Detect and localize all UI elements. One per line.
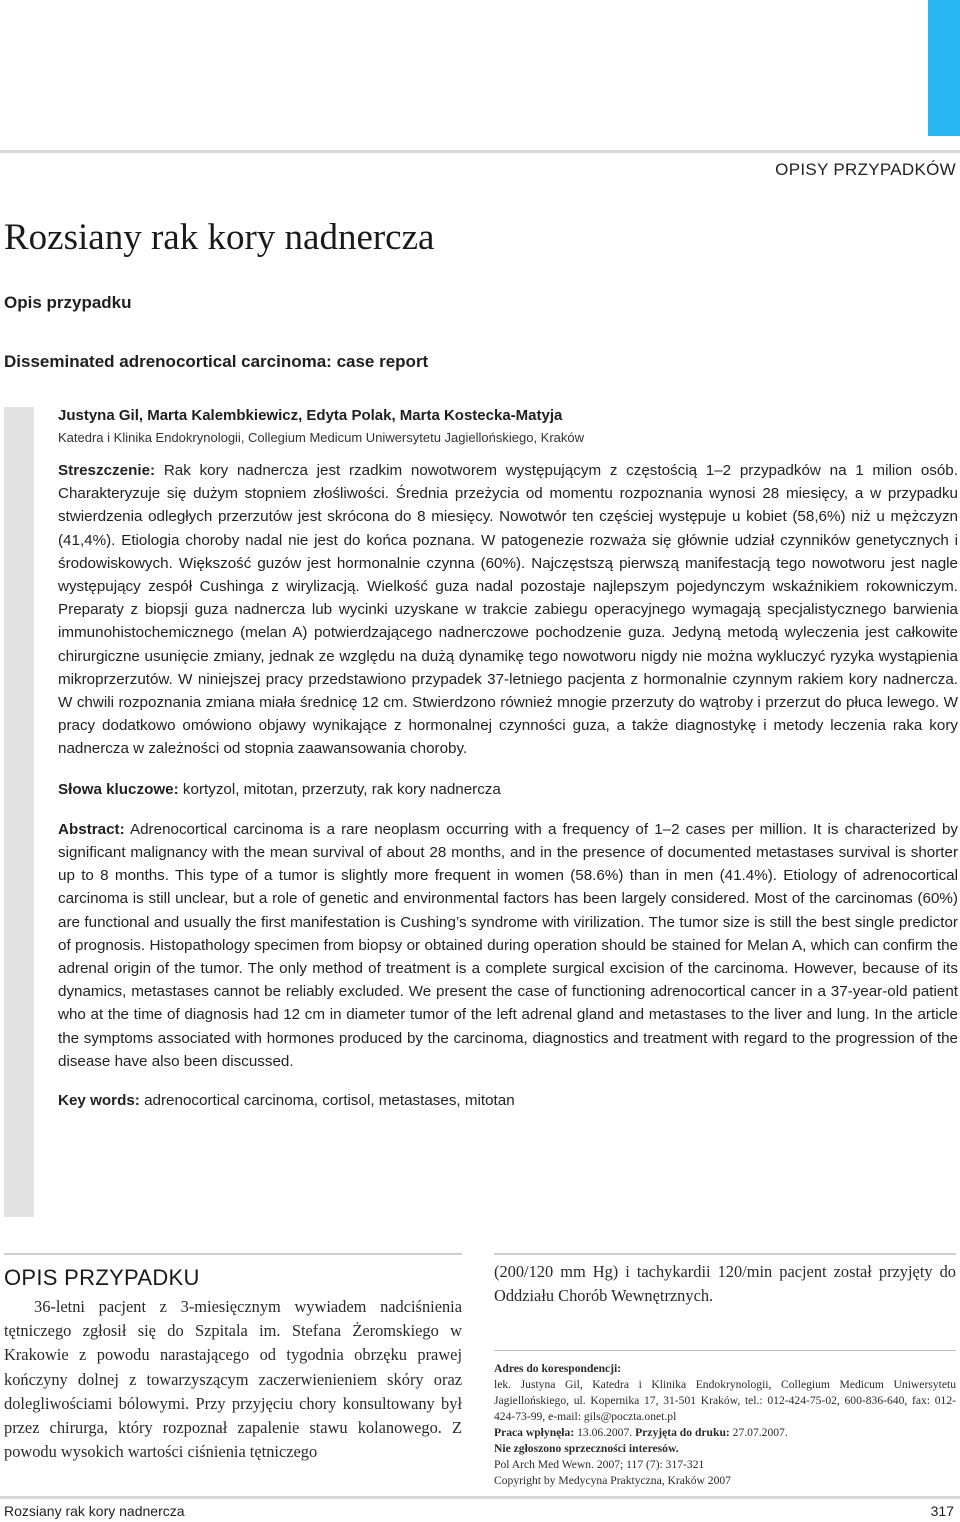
slowa-kluczowe-label: Słowa kluczowe: xyxy=(58,780,179,798)
citation: Pol Arch Med Wewn. 2007; 117 (7): 317-321 xyxy=(494,1458,705,1472)
key-words-label: Key words: xyxy=(58,1092,140,1110)
article-title: Rozsiany rak kory nadnercza xyxy=(4,217,435,258)
case-column-rule-left xyxy=(4,1253,462,1255)
accepted-date: 27.07.2007. xyxy=(732,1426,788,1440)
footer-rule xyxy=(0,1496,960,1499)
case-right-column xyxy=(494,1260,956,1489)
authors: Justyna Gil, Marta Kalembkiewicz, Edyta Polak, Marta Kostecka-Matyja xyxy=(58,407,563,424)
correspondence-heading: Adres do korespondencji: xyxy=(494,1362,622,1376)
correspondence-address: lek. Justyna Gil, Katedra i Klinika Endokrynologii, Collegium Medicum Uniwersytetu Jagiellońskiego, ul. Kopernika 17, 31-501 Kraków, tel.: 012-424-75-02, 600-836-640, fax: 012-424-73-99, e-mail: gils@poczta.onet.pl xyxy=(494,1378,956,1424)
slowa-kluczowe-text: kortyzol, mitotan, przerzuty, rak kory nadnercza xyxy=(182,780,501,798)
case-left-column xyxy=(4,1265,462,1464)
accent-bar xyxy=(928,0,960,136)
correspondence-rule xyxy=(494,1350,956,1351)
affiliation: Katedra i Klinika Endokrynologii, Collegium Medicum Uniwersytetu Jagiellońskiego, Kraków xyxy=(58,430,585,445)
case-heading: OPIS PRZYPADKU xyxy=(4,1265,200,1290)
abstract-text: Adrenocortical carcinoma is a rare neoplasm occurring with a frequency of 1–2 cases per million. It is characterized by significant malignancy with the mean survival of about 28 months, and in the presence of documented metastases survival is shorter up to 8 months. This type of a tumor is slightly more frequent in women (58.6%) than in men (41.4%). Etiology of adrenocortical carcinoma is still unclear, but a role of genetic and environmental factors has been largely considered. Most of the carcinomas (60%) are functional and usually the first manifestation is Cushing’s syndrome with virilization. The tumor size is still the best single predictor of prognosis. Histopathology specimen from biopsy or obtained during operation should be stained for Melan A, which can confirm the adrenal origin of the tumor. The only method of treatment is a complete surgical excision of the carcinoma. However, because of its dynamics, metastases cannot be reliably excluded. We present the case of functioning adrenocortical cancer in a 37-year-old patient who at the time of diagnosis had 12 cm in diameter tumor of the left adrenal gland and metastases to the liver and lung. In the article the symptoms associated with hormones produced by the carcinoma, diagnostics and treatment with regard to the progression of the disease have also been discussed. xyxy=(58,820,958,1070)
slowa-kluczowe-paragraph xyxy=(58,778,958,801)
received-date: 13.06.2007. xyxy=(577,1426,633,1440)
received-label: Praca wpłynęła: xyxy=(494,1426,575,1440)
copyright: Copyright by Medycyna Praktyczna, Kraków 2007 xyxy=(494,1474,731,1488)
accepted-label: Przyjęta do druku: xyxy=(635,1426,730,1440)
key-words-paragraph xyxy=(58,1089,958,1112)
article-subtitle-pl: Opis przypadku xyxy=(4,293,132,312)
abstract-box xyxy=(58,406,958,1112)
streszczenie-paragraph xyxy=(58,459,958,761)
case-column-rule-right xyxy=(494,1253,956,1255)
abstract-side-bar xyxy=(4,407,34,1217)
case-right-text: (200/120 mm Hg) i tachykardii 120/min pacjent został przyjęty do Oddziału Chorób Wewnętrznych. xyxy=(494,1262,956,1306)
key-words-text: adrenocortical carcinoma, cortisol, metastases, mitotan xyxy=(144,1092,515,1110)
streszczenie-label: Streszczenie: xyxy=(58,462,156,479)
footer-page-number: 317 xyxy=(930,1503,954,1519)
streszczenie-text: Rak kory nadnercza jest rzadkim nowotworem występującym z częstością 1–2 przypadków na 1 milion osób. Charakteryzuje się dużym stopniem złośliwości. Średnia przeżycia od momentu rozpoznania wynosi 28 miesięcy, a w przypadku stwierdzenia odległych przerzutów jest skrócona do 8 miesięcy. Nowotwór ten częściej występuje u kobiet (58,6%) niż u mężczyzn (41,4%). Etiologia choroby nadal nie jest do końca poznana. W patogenezie rozważa się głównie udział czynników genetycznych i środowiskowych. Większość guzów jest hormonalnie czynna (60%). Najczęstszą pierwszą manifestacją tego nowotworu jest nagle występujący zespół Cushinga z wirylizacją. Wielkość guza nadal pozostaje najlepszym pojedynczym wskaźnikiem rokowniczym. Preparaty z biopsji guza nadnercza lub wycinki uzyskane w trakcie zabiegu operacyjnego wymagają specjalistycznego barwienia immunohistochemicznego (melan A) potwierdzającego nadnerczowe pochodzenie guza. Jedyną metodą wyleczenia jest całkowite chirurgiczne usunięcie zmiany, jednak ze względu na dużą dynamikę tego nowotworu nigdy nie można wykluczyć ryzyka wystąpienia mikroprzerzutów. W niniejszej pracy przedstawiono przypadek 37-letniego pacjenta z hormonalnie czynnym rakiem kory nadnercza. W chwili rozpoznania zmiana miała średnicę 12 cm. Stwierdzono również mnogie przerzuty do wątroby i przerzut do płuca lewego. W pracy dodatkowo omówiono objawy wynikające z hormonalnej czynności guza, a także diagnostykę i metody leczenia raka kory nadnercza w zależności od stopnia zaawansowania choroby. xyxy=(58,462,958,758)
abstract-label: Abstract: xyxy=(58,820,125,838)
section-label: OPISY PRZYPADKÓW xyxy=(775,160,956,179)
article-subtitle-en: Disseminated adrenocortical carcinoma: case report xyxy=(4,352,429,371)
abstract-paragraph xyxy=(58,818,958,1073)
header-rule xyxy=(0,150,960,153)
received-line xyxy=(494,1425,956,1441)
conflict-statement: Nie zgłoszono sprzeczności interesów. xyxy=(494,1442,679,1456)
footer-running-title: Rozsiany rak kory nadnercza xyxy=(4,1503,185,1519)
case-left-text: 36-letni pacjent z 3-miesięcznym wywiadem nadciśnienia tętniczego zgłosił się do Szpitala im. Stefana Żeromskiego w Krakowie z powodu narastającego od tygodnia obrzęku prawej kończyny dolnej z towarzyszącym zaczerwienieniem skóry oraz dolegliwościami bólowymi. Przy przyjęciu chory konsultowany był przez chirurga, który rozpoznał zapalenie stawu kolanowego. Z powodu wysokich wartości ciśnienia tętniczego xyxy=(4,1297,462,1462)
correspondence-block xyxy=(494,1361,956,1489)
